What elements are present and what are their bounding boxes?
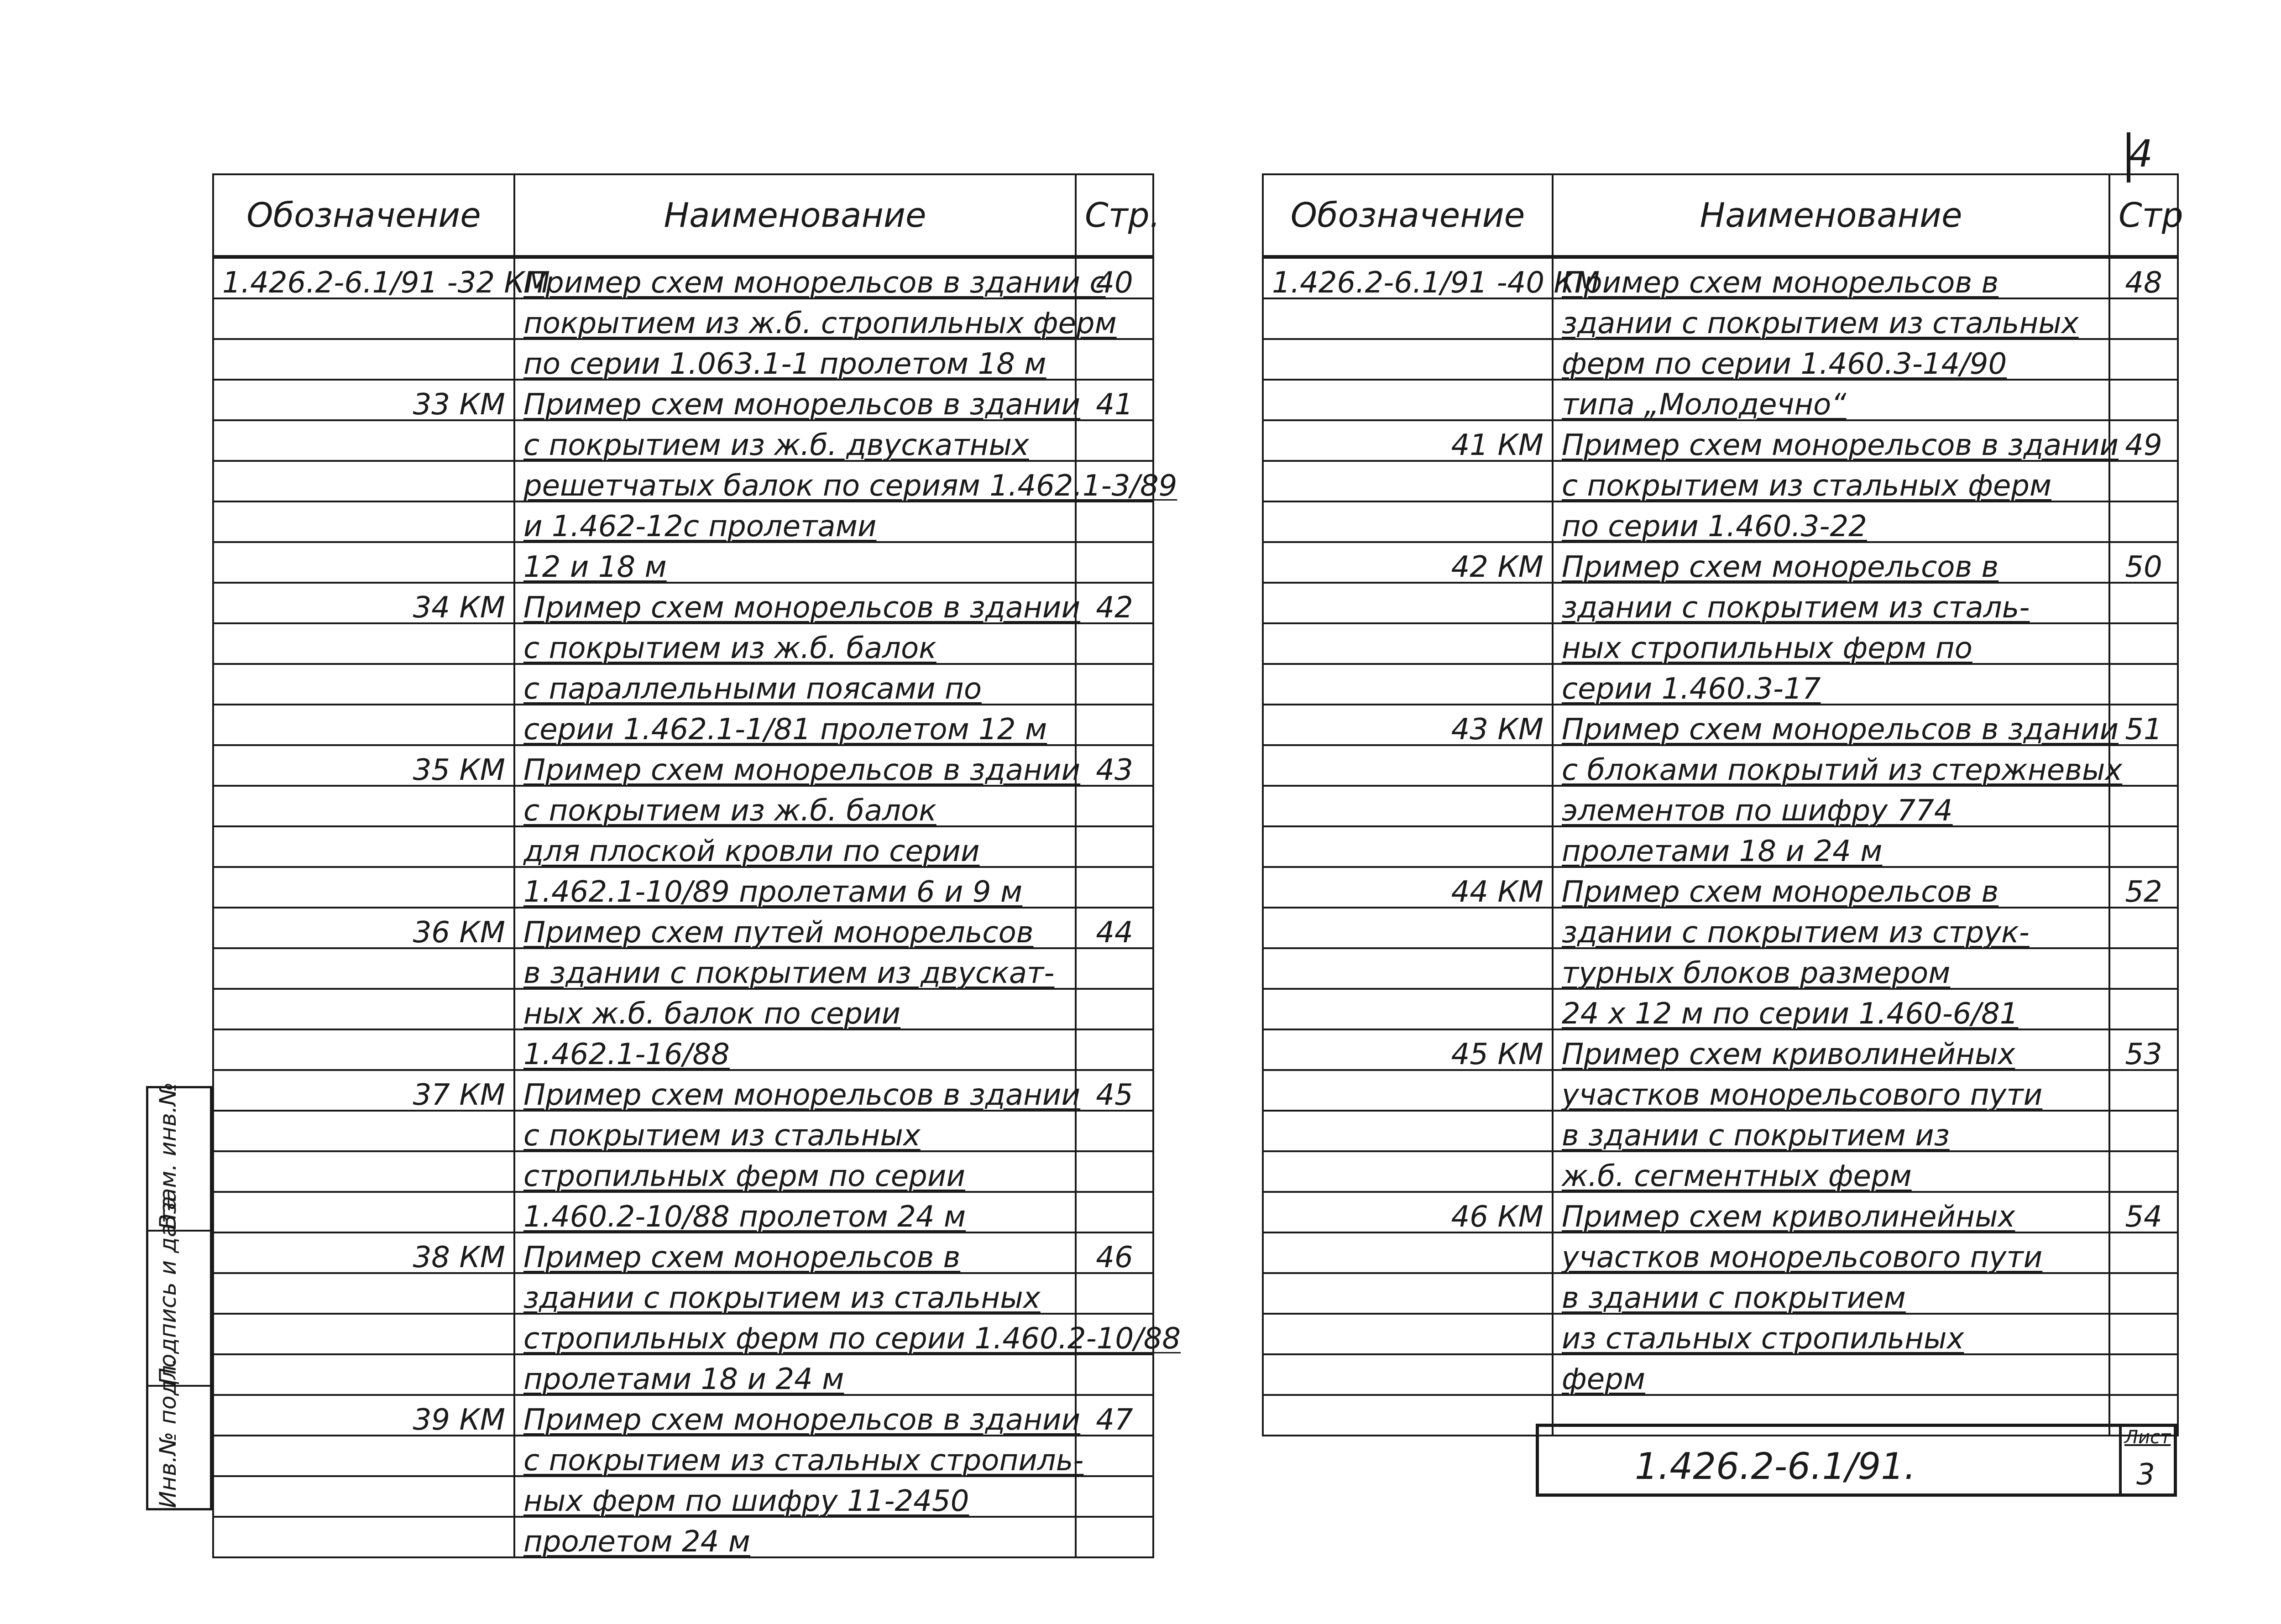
table-row (213, 664, 1153, 705)
name-cell: здании с покрытием из стальных (1553, 298, 2109, 339)
page-cell (1076, 867, 1153, 908)
designation-cell (1263, 948, 1553, 989)
designation-cell: 35 КМ (213, 745, 514, 786)
table-row (213, 461, 1153, 501)
table-row (213, 623, 1153, 664)
table-row (1263, 339, 2178, 380)
designation-cell: 37 КМ (213, 1070, 514, 1111)
designation-cell: 45 КМ (1263, 1029, 1553, 1070)
page-cell: 50 (2109, 542, 2178, 583)
name-cell: по серии 1.063.1-1 пролетом 18 м (514, 339, 1076, 380)
designation-cell: 36 КМ (213, 908, 514, 948)
designation-cell (1263, 623, 1553, 664)
page-cell (1076, 786, 1153, 826)
strip-label-inventory: Инв.№ подл. (155, 1358, 181, 1508)
page-cell: 52 (2109, 867, 2178, 908)
strip-cell-inventory (148, 1358, 210, 1508)
page-cell: 44 (1076, 908, 1153, 948)
name-cell: с покрытием из стальных стропиль- (514, 1436, 1076, 1476)
table-row (1263, 1192, 2178, 1232)
designation-cell (213, 623, 514, 664)
name-cell: пролетом 24 м (514, 1517, 1076, 1557)
table-row (1263, 1232, 2178, 1273)
name-cell: Пример схем монорельсов в здании (514, 745, 1076, 786)
designation-cell: 38 КМ (213, 1232, 514, 1273)
name-cell: для плоской кровли по серии (514, 826, 1076, 867)
table-row (213, 1436, 1153, 1476)
table-row (213, 1070, 1153, 1111)
name-cell: ж.б. сегментных ферм (1553, 1151, 2109, 1192)
name-cell: с параллельными поясами по (514, 664, 1076, 705)
name-cell: Пример схем монорельсов в (1553, 257, 2109, 298)
name-cell: участков монорельсового пути (1553, 1232, 2109, 1273)
name-cell: участков монорельсового пути (1553, 1070, 2109, 1111)
table-row (213, 1232, 1153, 1273)
strip-label-signature: Подпись и дата (155, 1196, 181, 1385)
designation-cell (1263, 826, 1553, 867)
designation-cell (1263, 1232, 1553, 1273)
table-row (213, 1476, 1153, 1517)
name-cell: Пример схем монорельсов в здании (1553, 705, 2109, 745)
page-cell (1076, 705, 1153, 745)
designation-cell (213, 867, 514, 908)
table-row (213, 1111, 1153, 1151)
name-cell: Пример схем монорельсов в (514, 1232, 1076, 1273)
page-cell (1076, 1436, 1153, 1476)
designation-cell (213, 1436, 514, 1476)
table-row (1263, 1151, 2178, 1192)
header-designation: Обозначение (1263, 174, 1553, 257)
page-cell (1076, 989, 1153, 1029)
title-block (1536, 1424, 2177, 1497)
designation-cell (1263, 298, 1553, 339)
table-row (213, 705, 1153, 745)
table-row (213, 1517, 1153, 1557)
page-cell (2109, 1232, 2178, 1273)
name-cell: типа „Молодечно“ (1553, 380, 2109, 420)
table-row (1263, 786, 2178, 826)
page-cell (1076, 1273, 1153, 1314)
designation-cell (1263, 908, 1553, 948)
designation-cell (213, 1476, 514, 1517)
designation-cell: 1.426.2-6.1/91 -40 КМ (1263, 257, 1553, 298)
side-approval-strip (146, 1082, 212, 1510)
designation-cell: 42 КМ (1263, 542, 1553, 583)
table-row (213, 298, 1153, 339)
name-cell: с покрытием из ж.б. двускатных (514, 420, 1076, 461)
document-code: 1.426.2-6.1/91. (1635, 1445, 1916, 1488)
page-cell (2109, 989, 2178, 1029)
table-row (1263, 948, 2178, 989)
designation-cell (1263, 1151, 1553, 1192)
name-cell: Пример схем монорельсов в здании (514, 1395, 1076, 1436)
sheet-box (2119, 1427, 2174, 1493)
page-cell (2109, 583, 2178, 623)
table-row (1263, 826, 2178, 867)
page-cell (2109, 1314, 2178, 1354)
designation-cell (213, 1314, 514, 1354)
name-cell: с покрытием из ж.б. балок (514, 623, 1076, 664)
page-cell (2109, 1273, 2178, 1314)
table-row (213, 948, 1153, 989)
name-cell: здании с покрытием из струк- (1553, 908, 2109, 948)
table-row (1263, 867, 2178, 908)
table-row (213, 339, 1153, 380)
table-row (1263, 1273, 2178, 1314)
table-row (213, 583, 1153, 623)
name-cell: стропильных ферм по серии (514, 1151, 1076, 1192)
page-number: 4 (2129, 132, 2153, 176)
table-row (1263, 1029, 2178, 1070)
page-cell (1076, 1192, 1153, 1232)
page-cell (2109, 623, 2178, 664)
designation-cell (213, 664, 514, 705)
left-table-header (213, 174, 1153, 257)
name-cell: с покрытием из стальных ферм (1553, 461, 2109, 501)
page-cell (2109, 908, 2178, 948)
table-row (213, 380, 1153, 420)
page-cell: 48 (2109, 257, 2178, 298)
strip-label-replacement: Взам. инв.№ (155, 1082, 181, 1230)
name-cell: турных блоков размером (1553, 948, 2109, 989)
name-cell: 1.462.1-10/89 пролетами 6 и 9 м (514, 867, 1076, 908)
name-cell: ных ферм по шифру 11-2450 (514, 1476, 1076, 1517)
table-row (1263, 664, 2178, 705)
name-cell: ных стропильных ферм по (1553, 623, 2109, 664)
page-cell (2109, 1354, 2178, 1395)
table-row (1263, 1314, 2178, 1354)
name-cell: Пример схем монорельсов в здании (514, 1070, 1076, 1111)
page-cell: 47 (1076, 1395, 1153, 1436)
table-row (213, 1395, 1153, 1436)
page-cell (2109, 298, 2178, 339)
designation-cell (213, 705, 514, 745)
designation-cell: 46 КМ (1263, 1192, 1553, 1232)
designation-cell (1263, 745, 1553, 786)
page-cell: 42 (1076, 583, 1153, 623)
page-cell (1076, 623, 1153, 664)
table-row (1263, 745, 2178, 786)
name-cell: здании с покрытием из сталь- (1553, 583, 2109, 623)
sheet-number: 3 (2136, 1458, 2155, 1492)
table-row (213, 826, 1153, 867)
designation-cell (213, 826, 514, 867)
designation-cell: 43 КМ (1263, 705, 1553, 745)
designation-cell: 41 КМ (1263, 420, 1553, 461)
name-cell: Пример схем монорельсов в здании (1553, 420, 2109, 461)
designation-cell (213, 989, 514, 1029)
page-cell: 40 (1076, 257, 1153, 298)
designation-cell (1263, 1354, 1553, 1395)
table-row (213, 1192, 1153, 1232)
designation-cell (213, 501, 514, 542)
right-table-header (1263, 174, 2178, 257)
designation-cell (1263, 664, 1553, 705)
table-row (213, 257, 1153, 298)
designation-cell (213, 1029, 514, 1070)
table-row (213, 542, 1153, 583)
name-cell: здании с покрытием из стальных (514, 1273, 1076, 1314)
table-row (1263, 380, 2178, 420)
header-page: Стр (2109, 174, 2178, 257)
name-cell: Пример схем монорельсов в здании с (514, 257, 1076, 298)
page-cell (1076, 826, 1153, 867)
page-cell (2109, 1111, 2178, 1151)
name-cell: Пример схем монорельсов в здании (514, 583, 1076, 623)
designation-cell (1263, 1111, 1553, 1151)
name-cell: серии 1.462.1-1/81 пролетом 12 м (514, 705, 1076, 745)
page-cell (1076, 420, 1153, 461)
designation-cell (1263, 1395, 1553, 1436)
name-cell: пролетами 18 и 24 м (1553, 826, 2109, 867)
table-row (213, 1314, 1153, 1354)
designation-cell: 44 КМ (1263, 867, 1553, 908)
designation-cell: 34 КМ (213, 583, 514, 623)
name-cell: с покрытием из стальных (514, 1111, 1076, 1151)
page-cell: 41 (1076, 380, 1153, 420)
designation-cell (213, 420, 514, 461)
name-cell: решетчатых балок по сериям 1.462.1-3/89 (514, 461, 1076, 501)
page-cell: 46 (1076, 1232, 1153, 1273)
page-cell (2109, 380, 2178, 420)
table-row (213, 989, 1153, 1029)
name-cell: в здании с покрытием из (1553, 1111, 2109, 1151)
table-row (1263, 461, 2178, 501)
designation-cell (1263, 339, 1553, 380)
page-cell (1076, 1111, 1153, 1151)
designation-cell (213, 948, 514, 989)
page-cell (2109, 786, 2178, 826)
name-cell: с покрытием из ж.б. балок (514, 786, 1076, 826)
name-cell: ферм по серии 1.460.3-14/90 (1553, 339, 2109, 380)
designation-cell (1263, 461, 1553, 501)
table-row (1263, 1070, 2178, 1111)
table-row (213, 1273, 1153, 1314)
page-cell (1076, 948, 1153, 989)
table-row (213, 867, 1153, 908)
page-cell: 51 (2109, 705, 2178, 745)
table-row (213, 1029, 1153, 1070)
designation-cell (1263, 380, 1553, 420)
table-row (1263, 542, 2178, 583)
page-cell (2109, 501, 2178, 542)
designation-cell (1263, 989, 1553, 1029)
table-row (1263, 257, 2178, 298)
sheet-label: Лист (2124, 1427, 2171, 1448)
name-cell: ных ж.б. балок по серии (514, 989, 1076, 1029)
page-cell (1076, 1476, 1153, 1517)
designation-cell (1263, 1273, 1553, 1314)
page-cell (2109, 1151, 2178, 1192)
page-cell (1076, 1151, 1153, 1192)
designation-cell (213, 339, 514, 380)
page-cell (1076, 1517, 1153, 1557)
table-row (1263, 1354, 2178, 1395)
name-cell: Пример схем криволинейных (1553, 1192, 2109, 1232)
designation-cell (213, 1111, 514, 1151)
name-cell: с блоками покрытий из стержневых (1553, 745, 2109, 786)
table-row (213, 908, 1153, 948)
page-cell (2109, 339, 2178, 380)
name-cell: 12 и 18 м (514, 542, 1076, 583)
name-cell: Пример схем монорельсов в (1553, 867, 2109, 908)
designation-cell (213, 1273, 514, 1314)
table-row (1263, 298, 2178, 339)
header-name: Наименование (1553, 174, 2109, 257)
table-row (213, 420, 1153, 461)
name-cell: в здании с покрытием из двускат- (514, 948, 1076, 989)
page-cell (2109, 826, 2178, 867)
page-cell (1076, 339, 1153, 380)
name-cell: ферм (1553, 1354, 2109, 1395)
table-row (1263, 1111, 2178, 1151)
designation-cell (1263, 501, 1553, 542)
name-cell: пролетами 18 и 24 м (514, 1354, 1076, 1395)
table-row (213, 501, 1153, 542)
table-row (1263, 623, 2178, 664)
name-cell: Пример схем криволинейных (1553, 1029, 2109, 1070)
page-cell: 54 (2109, 1192, 2178, 1232)
header-name: Наименование (514, 174, 1076, 257)
table-row (1263, 420, 2178, 461)
name-cell: элементов по шифру 774 (1553, 786, 2109, 826)
designation-cell (213, 542, 514, 583)
table-row (1263, 501, 2178, 542)
name-cell: Пример схем путей монорельсов (514, 908, 1076, 948)
name-cell: серии 1.460.3-17 (1553, 664, 2109, 705)
designation-cell (213, 1192, 514, 1232)
left-spec-table (212, 173, 1181, 1559)
page-cell (1076, 1354, 1153, 1395)
table-row (1263, 908, 2178, 948)
name-cell: из стальных стропильных (1553, 1314, 2109, 1354)
designation-cell: 33 КМ (213, 380, 514, 420)
page-cell (1076, 1029, 1153, 1070)
header-designation: Обозначение (213, 174, 514, 257)
page-cell (2109, 461, 2178, 501)
page-cell (1076, 501, 1153, 542)
page-cell: 53 (2109, 1029, 2178, 1070)
designation-cell (1263, 583, 1553, 623)
designation-cell (213, 298, 514, 339)
designation-cell (1263, 1314, 1553, 1354)
designation-cell (213, 1151, 514, 1192)
name-cell: 24 x 12 м по серии 1.460-6/81 (1553, 989, 2109, 1029)
page-cell: 43 (1076, 745, 1153, 786)
page-cell: 49 (2109, 420, 2178, 461)
name-cell: 1.460.2-10/88 пролетом 24 м (514, 1192, 1076, 1232)
header-page: Стр. (1076, 174, 1153, 257)
table-row (213, 786, 1153, 826)
designation-cell (213, 786, 514, 826)
page-cell: 45 (1076, 1070, 1153, 1111)
name-cell: и 1.462-12с пролетами (514, 501, 1076, 542)
designation-cell: 1.426.2-6.1/91 -32 КМ (213, 257, 514, 298)
name-cell: Пример схем монорельсов в (1553, 542, 2109, 583)
name-cell: по серии 1.460.3-22 (1553, 501, 2109, 542)
designation-cell: 39 КМ (213, 1395, 514, 1436)
table-row (1263, 583, 2178, 623)
table-row (213, 1354, 1153, 1395)
page-cell (2109, 664, 2178, 705)
designation-cell (213, 1517, 514, 1557)
name-cell: покрытием из ж.б. стропильных ферм (514, 298, 1076, 339)
designation-cell (1263, 1070, 1553, 1111)
table-row (213, 745, 1153, 786)
designation-cell (1263, 786, 1553, 826)
page-cell (1076, 542, 1153, 583)
name-cell: Пример схем монорельсов в здании (514, 380, 1076, 420)
name-cell: стропильных ферм по серии 1.460.2-10/88 (514, 1314, 1076, 1354)
designation-cell (213, 461, 514, 501)
name-cell: 1.462.1-16/88 (514, 1029, 1076, 1070)
right-spec-table (1262, 173, 2183, 1436)
name-cell: в здании с покрытием (1553, 1273, 2109, 1314)
table-row (213, 1151, 1153, 1192)
page-cell (1076, 664, 1153, 705)
page-cell (2109, 948, 2178, 989)
table-row (1263, 705, 2178, 745)
page-cell (2109, 1070, 2178, 1111)
table-row (1263, 989, 2178, 1029)
designation-cell (213, 1354, 514, 1395)
